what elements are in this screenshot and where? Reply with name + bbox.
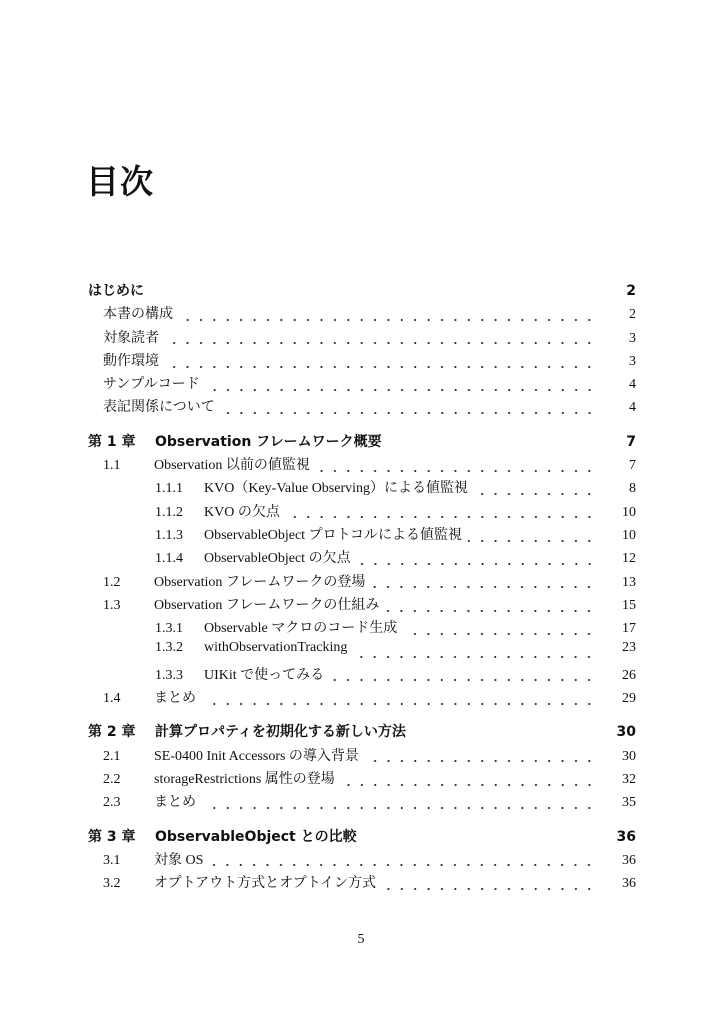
dot-leader	[385, 610, 596, 612]
section-page: 30	[622, 748, 636, 764]
section-title: KVO の欠点	[204, 504, 280, 520]
section-title: Observation フレームワークの仕組み	[154, 597, 380, 613]
section-number: 1.1.2	[155, 504, 183, 520]
section-title: サンプルコード	[103, 377, 200, 393]
toc-entry[interactable]	[88, 477, 636, 500]
chapter-page: 7	[626, 433, 636, 450]
section-page: 36	[622, 852, 636, 868]
dot-leader	[365, 760, 596, 762]
toc-entry[interactable]	[88, 571, 636, 594]
section-number: 1.1	[103, 458, 121, 474]
section-title: KVO（Key-Value Observing）による値監視	[204, 481, 469, 497]
toc-chapter-entry[interactable]	[88, 431, 636, 454]
section-page: 3	[629, 353, 636, 369]
toc-entry[interactable]	[88, 791, 636, 814]
toc-entry[interactable]	[88, 303, 636, 326]
section-title: withObservationTracking	[204, 640, 348, 656]
dot-leader	[403, 633, 596, 635]
section-page: 35	[622, 795, 636, 811]
toc-chapter-entry[interactable]	[88, 721, 636, 744]
section-title: 表記関係について	[103, 400, 215, 416]
section-title: ObservableObject の欠点	[204, 551, 351, 567]
chapter-title: ObservableObject との比較	[155, 828, 357, 845]
section-page: 2	[629, 307, 636, 323]
section-title: 本書の構成	[103, 307, 173, 323]
section-title: 対象 OS	[154, 852, 204, 868]
section-title: まとめ	[154, 691, 196, 707]
section-number: 1.2	[103, 574, 121, 590]
section-page: 10	[622, 527, 636, 543]
section-number: 1.4	[103, 691, 121, 707]
section-number: 2.2	[103, 771, 121, 787]
section-number: 1.3.2	[155, 640, 183, 656]
section-page: 4	[629, 400, 636, 416]
dot-leader	[286, 516, 596, 518]
toc-entry[interactable]	[88, 524, 636, 547]
section-page: 17	[622, 621, 636, 637]
section-number: 1.1.4	[155, 551, 183, 567]
dot-leader	[179, 319, 596, 321]
toc-entry[interactable]	[88, 745, 636, 768]
section-title: 動作環境	[103, 353, 159, 369]
section-number: 2.1	[103, 748, 121, 764]
dot-leader	[316, 470, 596, 472]
section-page: 32	[622, 771, 636, 787]
chapter-title: はじめに	[88, 283, 144, 299]
dot-leader	[202, 807, 596, 809]
section-title: SE-0400 Init Accessors の導入背景	[154, 748, 359, 764]
chapter-label: 第 1 章	[88, 433, 136, 450]
dot-leader	[341, 784, 596, 786]
dot-leader	[221, 412, 596, 414]
dot-leader	[357, 563, 596, 565]
toc-entry[interactable]	[88, 849, 636, 872]
section-page: 26	[622, 667, 636, 683]
toc-entry[interactable]	[88, 327, 636, 350]
section-page: 36	[622, 876, 636, 892]
section-number: 1.1.1	[155, 481, 183, 497]
chapter-label: 第 3 章	[88, 828, 136, 845]
section-page: 10	[622, 504, 636, 520]
dot-leader	[474, 493, 596, 495]
toc-entry[interactable]	[88, 350, 636, 373]
toc-entry[interactable]	[88, 454, 636, 477]
dot-leader	[206, 389, 596, 391]
dot-leader	[353, 656, 596, 658]
section-page: 13	[622, 574, 636, 590]
toc-entry[interactable]	[88, 687, 636, 710]
page-title: 目次	[86, 162, 154, 201]
section-number: 1.1.3	[155, 527, 183, 543]
section-page: 23	[622, 640, 636, 656]
section-page: 8	[629, 481, 636, 497]
section-title: UIKit で使ってみる	[204, 667, 325, 683]
chapter-page: 30	[616, 724, 636, 741]
section-title: まとめ	[154, 795, 196, 811]
section-page: 15	[622, 597, 636, 613]
section-page: 7	[629, 458, 636, 474]
toc-chapter-entry[interactable]	[88, 280, 636, 303]
section-title: オプトアウト方式とオプトイン方式	[154, 876, 377, 892]
section-page: 4	[629, 377, 636, 393]
toc-entry[interactable]	[88, 617, 636, 640]
dot-leader	[330, 679, 596, 681]
table-of-contents	[88, 280, 636, 895]
toc-entry[interactable]	[88, 664, 636, 687]
toc-entry[interactable]	[88, 373, 636, 396]
toc-entry[interactable]	[88, 768, 636, 791]
chapter-label: 第 2 章	[88, 724, 136, 741]
section-title: Observable マクロのコード生成	[204, 621, 398, 637]
dot-leader	[382, 888, 596, 890]
toc-entry[interactable]	[88, 594, 636, 617]
section-number: 1.3	[103, 597, 121, 613]
dot-leader	[209, 864, 596, 866]
toc-entry[interactable]	[88, 547, 636, 570]
section-page: 29	[622, 691, 636, 707]
section-number: 3.2	[103, 876, 121, 892]
dot-leader	[165, 366, 596, 368]
section-title: ObservableObject プロトコルによる値監視	[204, 527, 463, 543]
chapter-title: Observation フレームワーク概要	[155, 433, 382, 450]
toc-entry[interactable]	[88, 396, 636, 419]
section-number: 1.3.1	[155, 621, 183, 637]
section-page: 12	[622, 551, 636, 567]
page-number: 5	[357, 932, 365, 947]
toc-chapter-entry[interactable]	[88, 826, 636, 849]
section-number: 2.3	[103, 795, 121, 811]
section-title: 対象読者	[103, 330, 159, 346]
dot-leader	[468, 540, 596, 542]
section-page: 3	[629, 330, 636, 346]
section-title: Observation 以前の値監視	[154, 458, 310, 474]
chapter-page: 2	[626, 283, 636, 299]
toc-entry[interactable]	[88, 501, 636, 524]
toc-entry[interactable]	[88, 640, 636, 663]
chapter-page: 36	[616, 828, 636, 845]
dot-leader	[371, 586, 596, 588]
chapter-title: 計算プロパティを初期化する新しい方法	[155, 724, 406, 741]
section-number: 1.3.3	[155, 667, 183, 683]
dot-leader	[202, 703, 596, 705]
dot-leader	[165, 342, 596, 344]
section-title: Observation フレームワークの登場	[154, 574, 366, 590]
toc-entry[interactable]	[88, 872, 636, 895]
section-title: storageRestrictions 属性の登場	[154, 771, 335, 787]
section-number: 3.1	[103, 852, 121, 868]
